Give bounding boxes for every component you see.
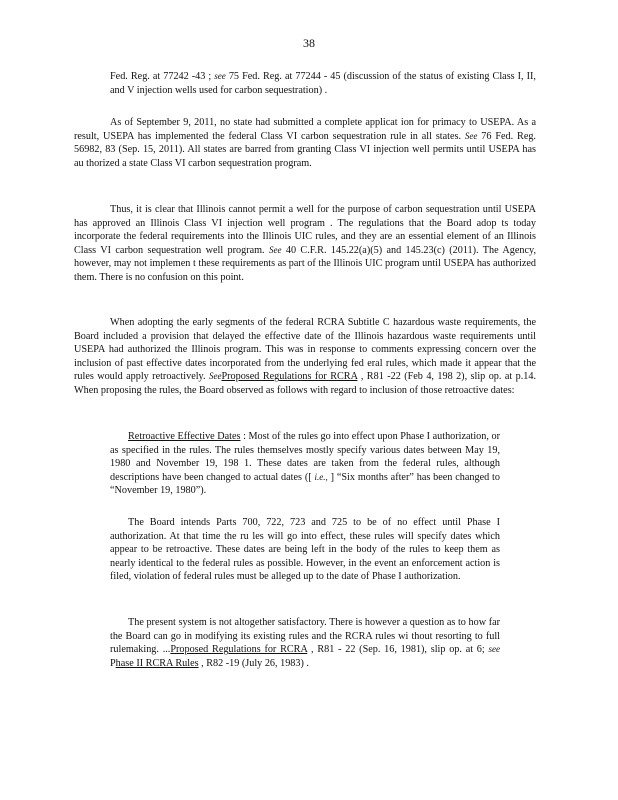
signal-see: see xyxy=(214,71,226,81)
case-citation: hase II RCRA Rules xyxy=(115,657,199,669)
page-number: 38 xyxy=(303,36,315,50)
signal-see: See xyxy=(464,130,478,141)
block-quote-retroactive-dates: Retroactive Effective Dates : Most of the rules go into effect upon Phase I authorization, or as specified in the rules. The rules themselves mostly specify various dates between May 19, 1980 and November 19, 198 1. These dates are taken from the federal rules, although descriptions have been changed to actual dates ([ i.e., ] “Six months after” has been changed to “November 19, 1980”). xyxy=(110,431,500,497)
signal-see: See xyxy=(208,371,222,382)
signal-see: see xyxy=(488,644,500,655)
case-citation: Proposed Regulations for RCRA xyxy=(170,644,308,656)
block-quote-present-system: The present system is not altogether satisfactory. There is however a question as to how far the Board can go in modifying its existing rules and the RCRA rules wi thout resorting to full rulemaking. ...Proposed Regulations for RCRA , R81 - 22 (Sep. 16, 1981), slip op. at 6; see Phase II RCRA Rules , R82 -19 (July 26, 1983) . xyxy=(110,617,500,669)
paragraph-primacy: As of September 9, 2011, no state had submitted a complete applicat ion for primacy to USEPA. As a result, USEPA has implemented the federal Class VI carbon sequestration rule in all states. See 76 Fed. Reg. 56982, 83 (Sep. 15, 2011). All states are barred from granting Class VI injection well permits until USEPA has au thorized a state Class VI carbon sequestration program. xyxy=(74,117,536,169)
quote-heading: Retroactive Effective Dates xyxy=(128,431,241,442)
case-citation: Proposed Regulations for RCRA xyxy=(221,371,358,383)
paragraph-rcra-history: When adopting the early segments of the federal RCRA Subtitle C hazardous waste requirements, the Board included a provision that delayed the effective date of the Illinois hazardous waste requirements until USEPA had authorized the Illinois program. This was in response to comments expressing concern over the inclusion of past effective dates incorporated from the underlying fed eral rules, which made it appear that the rules would apply retroactively. SeeProposed Regulations for RCRA , R81 -22 (Feb 4, 198 2), slip op. at p.14. When proposing the rules, the Board observed as follows with regard to inclusion of those retroactive dates: xyxy=(74,317,537,396)
block-quote-phase-one: The Board intends Parts 700, 722, 723 and 725 to be of no effect until Phase I authorization. At that time the ru les will go into effect, these rules will specify dates which appear to be retroactive. These dates are being left in the body of the rules to keep them as nearly identical to the federal rules as possible. However, in the event an enforcement action is filed, violation of federal rules must be alleged up to the date of Phase I authorization. xyxy=(110,517,500,583)
signal-see: See xyxy=(268,244,282,255)
paragraph-illinois-program: Thus, it is clear that Illinois cannot permit a well for the purpose of carbon sequestration until USEPA has approved an Illinois Class VI injection well program . The regulations that the Board adop ts today incorporate the federal requirements into the Illinois UIC rules, and they are an essential element of an Illinois Class VI carbon sequestration well program. See 40 C.F.R. 145.22(a)(5) and 145.23(c) (2011). The Agency, however, may not implemen t these requirements as part of the Illinois UIC program until USEPA has authorized them. There is no confusion on this point. xyxy=(74,204,536,283)
paragraph-citation-continuation: Fed. Reg. at 77242 -43 ; see 75 Fed. Reg. at 77244 - 45 (discussion of the status of existing Class I, II, and V injection wells used for carbon sequestration) . xyxy=(110,71,536,96)
